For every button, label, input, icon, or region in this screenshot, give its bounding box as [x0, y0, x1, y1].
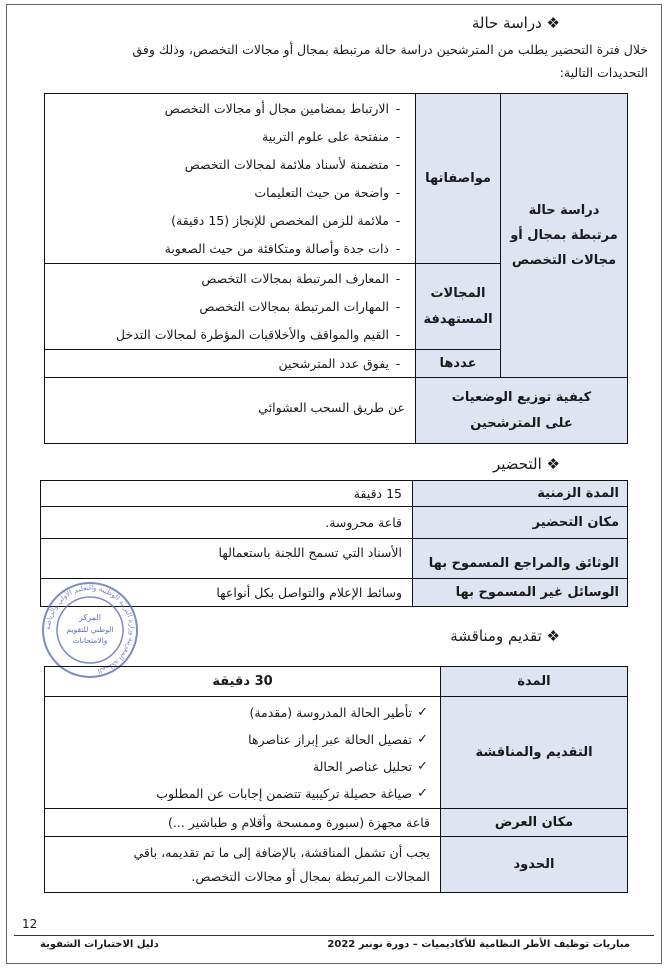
case-study-intro: خلال فترة التحضير يطلب من المترشحين دراسة حالة مرتبطة بمجال أو مجالات التخصص، وذلك وفق التحديدات التالية: — [132, 42, 648, 80]
case-study-table — [44, 93, 628, 444]
list-item: - المعارف المرتبطة بمجالات التخصص — [45, 265, 407, 293]
prep-label: الوسائل غير المسموح بها — [413, 579, 628, 607]
prep-label: المدة الزمنية — [413, 481, 628, 507]
section-title-case-study: ❖ دراسة حالة — [471, 14, 560, 32]
list-item: ✓ تحليل عناصر الحالة — [312, 758, 428, 774]
svg-text:المملكة المغربية وزارة التربية: المملكة المغربية وزارة التربية الوطنية والتعليم الأولي والرياضة — [43, 583, 137, 676]
list-item: - منفتحة على علوم التربية — [45, 123, 407, 151]
distribution-label: كيفية توزيع الوضعيات على المترشحين — [416, 378, 628, 444]
list-item: - القيم والمواقف والأخلاقيات المؤطرة لمجالات التدخل — [45, 321, 407, 349]
discussion-label: التقديم والمناقشة — [441, 697, 628, 809]
footer-right-text: مباريات توظيف الأطر النظامية للأكاديميات – دورة نونبر 2022 — [327, 939, 630, 950]
footer-rule — [14, 935, 654, 936]
place-value: قاعة مجهزة (سبورة وممسحة وأقلام و طباشير ...) — [45, 809, 441, 837]
checkmark-icon: ✓ — [417, 704, 428, 720]
case-study-main-label: دراسة حالة مرتبطة بمجال أو مجالات التخصص — [501, 94, 628, 378]
specs-list-cell — [45, 94, 416, 264]
page-number: 12 — [22, 917, 38, 931]
dash-icon: - — [395, 271, 401, 286]
list-item: - واضحة من حيث التعليمات — [45, 179, 407, 207]
targets-label: المجالات المستهدفة — [416, 264, 501, 350]
svg-text:والامتحانات: والامتحانات — [72, 636, 108, 645]
svg-text:الوطني للتقويم: الوطني للتقويم — [66, 625, 114, 634]
checkmark-icon: ✓ — [417, 731, 428, 747]
specs-list — [45, 95, 415, 263]
prep-value: وسائط الإعلام والتواصل بكل أنواعها — [41, 579, 413, 607]
section-title-preparation: ❖ التحضير — [493, 455, 560, 473]
specs-label: مواصفاتها — [416, 94, 501, 264]
diamond-icon: ❖ — [546, 455, 560, 473]
list-item: ✓ تفصيل الحالة عبر إبراز عناصرها — [248, 731, 428, 747]
dash-icon: - — [395, 241, 401, 256]
dash-icon: - — [395, 213, 401, 228]
dash-icon: - — [395, 327, 401, 342]
diamond-icon: ❖ — [546, 627, 560, 645]
list-item: - الارتباط بمضامين مجال أو مجالات التخصص — [45, 95, 407, 123]
list-item: - ملائمة للزمن المخصص للإنجاز (15 دقيقة) — [45, 207, 407, 235]
place-label: مكان العرض — [441, 809, 628, 837]
prep-value: الأسناد التي تسمح اللجنة باستعمالها — [41, 539, 413, 579]
prep-value: 15 دقيقة — [41, 481, 413, 507]
footer-left-text: دليل الاختبارات الشفوية — [40, 939, 159, 950]
prep-value: قاعة محروسة. — [41, 507, 413, 539]
presentation-table — [44, 666, 628, 893]
list-item: - يفوق عدد المترشحين — [45, 356, 407, 371]
dash-icon: - — [395, 299, 401, 314]
targets-list-cell — [45, 264, 416, 350]
svg-text:المركز: المركز — [79, 613, 101, 622]
dash-icon: - — [395, 129, 401, 144]
targets-list — [45, 265, 415, 349]
list-item: ✓ تأطير الحالة المدروسة (مقدمة) — [249, 704, 428, 720]
list-item: - ذات جدة وأصالة ومتكافئة من حيث الصعوبة — [45, 235, 407, 263]
count-label: عددها — [416, 350, 501, 378]
dash-icon: - — [395, 101, 401, 116]
duration-value: 30 دقيقة — [45, 667, 441, 697]
limits-label: الحدود — [441, 837, 628, 893]
dash-icon: - — [395, 185, 401, 200]
prep-label: الوثائق والمراجع المسموح بها — [413, 539, 628, 579]
checkmark-icon: ✓ — [417, 758, 428, 774]
section-title-presentation: ❖ تقديم ومناقشة — [450, 627, 560, 645]
checkmark-icon: ✓ — [417, 785, 428, 801]
dash-icon: - — [395, 356, 401, 371]
list-item: - المهارات المرتبطة بمجالات التخصص — [45, 293, 407, 321]
list-item: ✓ صياغة حصيلة تركيبية تتضمن إجابات عن المطلوب — [156, 785, 428, 801]
discussion-list — [45, 699, 440, 807]
discussion-list-cell — [45, 697, 441, 809]
count-cell — [45, 350, 416, 378]
diamond-icon: ❖ — [546, 14, 560, 32]
list-item: - متضمنة لأسناد ملائمة لمجالات التخصص — [45, 151, 407, 179]
dash-icon: - — [395, 157, 401, 172]
distribution-value: عن طريق السحب العشوائي — [45, 378, 416, 444]
official-stamp — [40, 580, 140, 680]
limits-value: يجب أن تشمل المناقشة، بالإضافة إلى ما تم تقديمه، باقي المجالات المرتبطة بمجال أو مجالات التخصص. — [45, 837, 441, 893]
prep-label: مكان التحضير — [413, 507, 628, 539]
duration-label: المدة — [441, 667, 628, 697]
